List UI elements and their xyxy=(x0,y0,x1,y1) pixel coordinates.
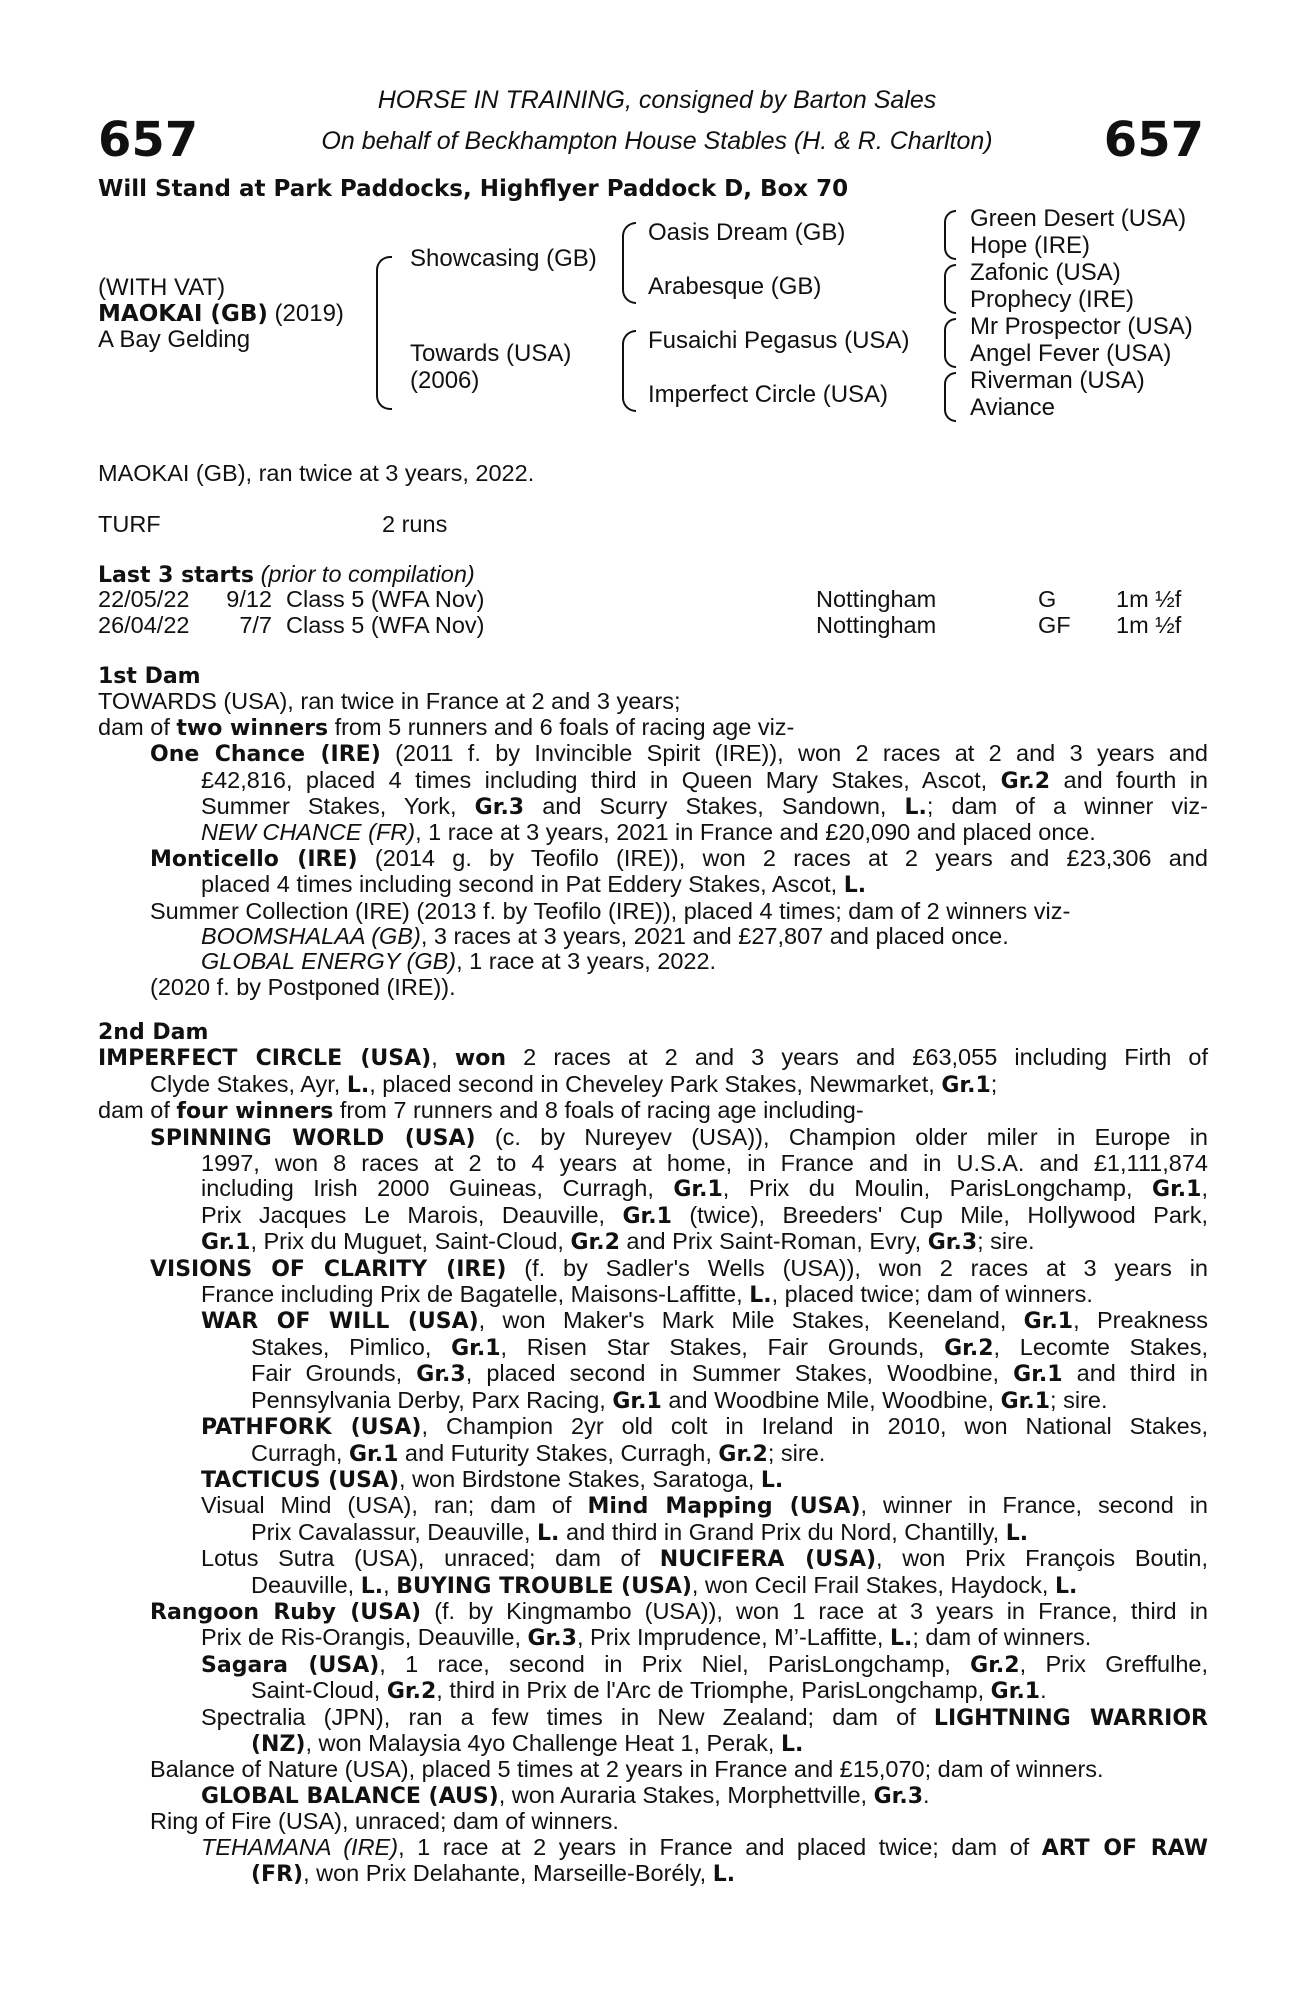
horse-name: MAOKAI (GB) xyxy=(98,301,268,327)
first-dam-title: 1st Dam xyxy=(98,664,201,689)
produce-2020: (2020 f. by Postponed (IRE)). xyxy=(150,973,456,1000)
start-course: Nottingham xyxy=(816,611,937,638)
g3-5: Mr Prospector (USA) xyxy=(970,313,1193,340)
record-runs: 2 runs xyxy=(382,511,448,537)
last-starts-heading xyxy=(98,561,475,588)
pedigree-bracket-main xyxy=(376,256,392,410)
second-dam-line: IMPERFECT CIRCLE (USA), won 2 races at 2 and 3 years and £63,055 including Firth of xyxy=(98,1044,1209,1072)
produce-one-chance: One Chance (IRE) (2011 f. by Invincible Spirit (IRE)), won 2 races at 2 and 3 years and xyxy=(150,740,1208,768)
produce-balance-of-nature: Balance of Nature (USA), placed 5 times at 2 years in France and £15,070; dam of winners. xyxy=(150,1756,1104,1783)
table-row xyxy=(98,587,1181,613)
pedigree-bracket-g4 xyxy=(944,372,956,422)
g3-2: Hope (IRE) xyxy=(970,232,1091,259)
start-distance: 1m ½f xyxy=(1116,611,1182,638)
produce-visual-mind: Visual Mind (USA), ran; dam of Mind Mapping (USA), winner in France, second in xyxy=(201,1492,1209,1520)
produce-sagara: Sagara (USA), 1 race, second in Prix Niel, ParisLongchamp, Gr.2, Prix Greffulhe, xyxy=(201,1650,1209,1678)
horse-description: A Bay Gelding xyxy=(98,326,251,353)
pedigree-bracket-sire xyxy=(622,222,636,304)
produce-monticello: Monticello (IRE) (2014 g. by Teofilo (IRE)), won 2 races at 2 years and £23,306 and xyxy=(150,844,1208,872)
produce-summer-collection: Summer Collection (IRE) (2013 f. by Teofilo (IRE)), placed 4 times; dam of 2 winners viz- xyxy=(150,897,1071,924)
first-dam-section: 1st Dam TOWARDS (USA), ran twice in France at 2 and 3 years; dam of two winners from 5 runners and 6 foals of racing age viz- One Chance (IRE) (2011 f. by Invincible Spirit (IRE)), won 2 races at 2 and 3 years and £42,816, placed 4 times including third in Queen Mary Stakes, Ascot, Gr.2 and fourth in Summer Stakes, York, Gr.3 and Scurry Stakes, Sandown, L.; dam of a winner viz- NEW CHANCE (FR), 1 race at 3 years, 2021 in France and £20,090 and placed once. Monticello (IRE) (2014 g. by Teofilo (IRE)), won 2 races at 2 years and £23,306 and placed 4 times including second in Pat Eddery Stakes, Ascot, L. Summer Collection (IRE) (2013 f. by Teofilo (IRE)), placed 4 times; dam of 2 winners viz- BOOMSHALAA (GB), 3 races at 3 years, 2021 and £27,807 and placed once. GLOBAL ENERGY (GB), 1 race at 3 years, 2022. (2020 f. by Postponed (IRE)). xyxy=(98,664,1208,1000)
last-starts-table xyxy=(98,587,1181,638)
g3-3: Zafonic (USA) xyxy=(970,259,1121,286)
record-surface: TURF xyxy=(98,511,161,537)
start-date: 22/05/22 xyxy=(98,586,190,612)
last-starts-title: Last 3 starts xyxy=(98,563,255,588)
first-dam-line: TOWARDS (USA), ran twice in France at 2 and 3 years; xyxy=(98,688,681,715)
start-date: 26/04/22 xyxy=(98,611,190,638)
produce-pathfork: PATHFORK (USA), Champion 2yr old colt in Ireland in 2010, won National Stakes, xyxy=(201,1413,1208,1441)
second-dam-section: 2nd Dam IMPERFECT CIRCLE (USA), won 2 races at 2 and 3 years and £63,055 including Firth of Clyde Stakes, Ayr, L., placed second in Cheveley Park Stakes, Newmarket, Gr.1; dam of four winners from 7 runners and 8 foals of racing age including- SPINNING WORLD (USA) (c. by Nureyev (USA)), Champion older miler in Europe in 1997, won 8 races at 2 to 4 years at home, in France and in U.S.A. and £1,111,874 including Irish 2000 Guineas, Curragh, Gr.1, Prix du Moulin, ParisLongchamp, Gr.1, Prix Jacques Le Marois, Deauville, Gr.1 (twice), Breeders' Cup Mile, Hollywood Park, Gr.1, Prix du Muguet, Saint-Cloud, Gr.2 and Prix Saint-Roman, Evry, Gr.3; sire. VISIONS OF CLARITY (IRE) (f. by Sadler's Wells (USA)), won 2 races at 3 years in France including Prix de Bagatelle, Maisons-Laffitte, L., placed twice; dam of winners. WAR OF WILL (USA), won Maker's Mark Mile Stakes, Keeneland, Gr.1, Preakness Stakes, Pimlico, Gr.1, Risen Star Stakes, Fair Grounds, Gr.2, Lecomte Stakes, Fair Grounds, Gr.3, placed second in Summer Stakes, Woodbine, Gr.1 and third in Pennsylvania Derby, Parx Racing, Gr.1 and Woodbine Mile, Woodbine, Gr.1; sire. PATHFORK (USA), Champion 2yr old colt in Ireland in 2010, won National Stakes, Curragh, Gr.1 and Futurity Stakes, Curragh, Gr.2; sire. TACTICUS (USA), won Birdstone Stakes, Saratoga, L. Visual Mind (USA), ran; dam of Mind Mapping (USA), winner in France, second in Prix Cavalassur, Deauville, L. and third in Grand Prix du Nord, Chantilly, L. Lotus Sutra (USA), unraced; dam of NUCIFERA (USA), won Prix François Boutin, Deauville, L., BUYING TROUBLE (USA), won Cecil Frail Stakes, Haydock, L. Rangoon Ruby (USA) (f. by Kingmambo (USA)), won 1 race at 3 years in France, third in Prix de Ris-Orangis, Deauville, Gr.3, Prix Imprudence, M’-Laffitte, L.; dam of winners. Sagara (USA), 1 race, second in Prix Niel, ParisLongchamp, Gr.2, Prix Greffulhe, Saint-Cloud, Gr.2, third in Prix de l'Arc de Triomphe, ParisLongchamp, Gr.1. Spectralia (JPN), ran a few times in New Zealand; dam of LIGHTNING WARRIOR (NZ), won Malaysia 4yo Challenge Heat 1, Perak, L. Balance of Nature (USA), placed 5 times at 2 years in France and £15,070; dam of winners. GLOBAL BALANCE (AUS), won Auraria Stakes, Morphettville, Gr.3. Ring of Fire (USA), unraced; dam of winners. TEHAMANA (IRE), 1 race at 2 years in France and placed twice; dam of ART OF RAW (FR), won Prix Delahante, Marseille-Borély, L. xyxy=(98,1020,1209,1887)
pedigree-bracket-dam xyxy=(622,330,636,412)
lot-number: 657 xyxy=(98,112,199,168)
produce-spectralia: Spectralia (JPN), ran a few times in New Zealand; dam of LIGHTNING WARRIOR xyxy=(201,1703,1208,1731)
dam-year: (2006) xyxy=(410,367,480,394)
sire-sire: Oasis Dream (GB) xyxy=(648,219,846,246)
start-going: G xyxy=(1038,586,1057,612)
dam: Towards (USA) xyxy=(410,340,572,367)
second-dam-title: 2nd Dam xyxy=(98,1020,209,1045)
produce-war-of-will: WAR OF WILL (USA), won Maker's Mark Mile Stakes, Keeneland, Gr.1, Preakness xyxy=(201,1307,1208,1335)
produce-ring-of-fire: Ring of Fire (USA), unraced; dam of winners. xyxy=(150,1808,619,1835)
pedigree-bracket-g1 xyxy=(944,210,956,260)
horse-year: (2019) xyxy=(274,300,344,327)
first-dam-produce: dam of two winners from 5 runners and 6 foals of racing age viz- xyxy=(98,713,795,741)
start-race: Class 5 (WFA Nov) xyxy=(286,586,485,612)
start-going: GF xyxy=(1038,611,1071,638)
g3-7: Riverman (USA) xyxy=(970,367,1145,394)
pedigree-bracket-g2 xyxy=(944,264,956,314)
produce-spinning-world: SPINNING WORLD (USA) (c. by Nureyev (USA)), Champion older miler in Europe in xyxy=(150,1123,1208,1151)
start-race: Class 5 (WFA Nov) xyxy=(286,611,485,638)
vendor-line: On behalf of Beckhampton House Stables (H. & R. Charlton) xyxy=(321,127,993,155)
consignor-line: HORSE IN TRAINING, consigned by Barton Sales xyxy=(377,86,937,114)
start-distance: 1m ½f xyxy=(1116,586,1182,612)
start-course: Nottingham xyxy=(816,586,937,612)
horse-title xyxy=(98,300,344,328)
lot-number-right: 657 xyxy=(1103,112,1204,168)
pedigree-bracket-g3 xyxy=(944,318,956,368)
table-row xyxy=(98,613,1181,639)
dam-sire: Fusaichi Pegasus (USA) xyxy=(648,327,910,354)
produce-tacticus: TACTICUS (USA), won Birdstone Stakes, Saratoga, L. xyxy=(201,1465,784,1493)
start-position: 9/12 xyxy=(226,586,272,612)
g3-4: Prophecy (IRE) xyxy=(970,286,1135,313)
g3-1: Green Desert (USA) xyxy=(970,205,1187,232)
last-starts-note: (prior to compilation) xyxy=(260,561,475,587)
dam-dam: Imperfect Circle (USA) xyxy=(648,381,889,408)
produce-lotus-sutra: Lotus Sutra (USA), unraced; dam of NUCIFERA (USA), won Prix François Boutin, xyxy=(201,1545,1208,1573)
start-position: 7/7 xyxy=(239,611,272,638)
produce-rangoon-ruby: Rangoon Ruby (USA) (f. by Kingmambo (USA)), won 1 race at 3 years in France, third in xyxy=(150,1597,1208,1625)
sire-dam: Arabesque (GB) xyxy=(648,273,822,300)
sire: Showcasing (GB) xyxy=(410,245,597,272)
record-summary: MAOKAI (GB), ran twice at 3 years, 2022. xyxy=(98,460,535,486)
produce-global-balance: GLOBAL BALANCE (AUS), won Auraria Stakes, Morphettville, Gr.3. xyxy=(201,1781,930,1809)
produce-tehamana: TEHAMANA (IRE), 1 race at 2 years in France and placed twice; dam of ART OF RAW xyxy=(201,1833,1208,1861)
vat-note: (WITH VAT) xyxy=(98,274,226,301)
produce-visions-of-clarity: VISIONS OF CLARITY (IRE) (f. by Sadler's Wells (USA)), won 2 races at 3 years in xyxy=(150,1254,1208,1282)
stand-location: Will Stand at Park Paddocks, Highflyer Paddock D, Box 70 xyxy=(98,176,849,202)
g3-8: Aviance xyxy=(970,394,1055,421)
g3-6: Angel Fever (USA) xyxy=(970,340,1172,367)
